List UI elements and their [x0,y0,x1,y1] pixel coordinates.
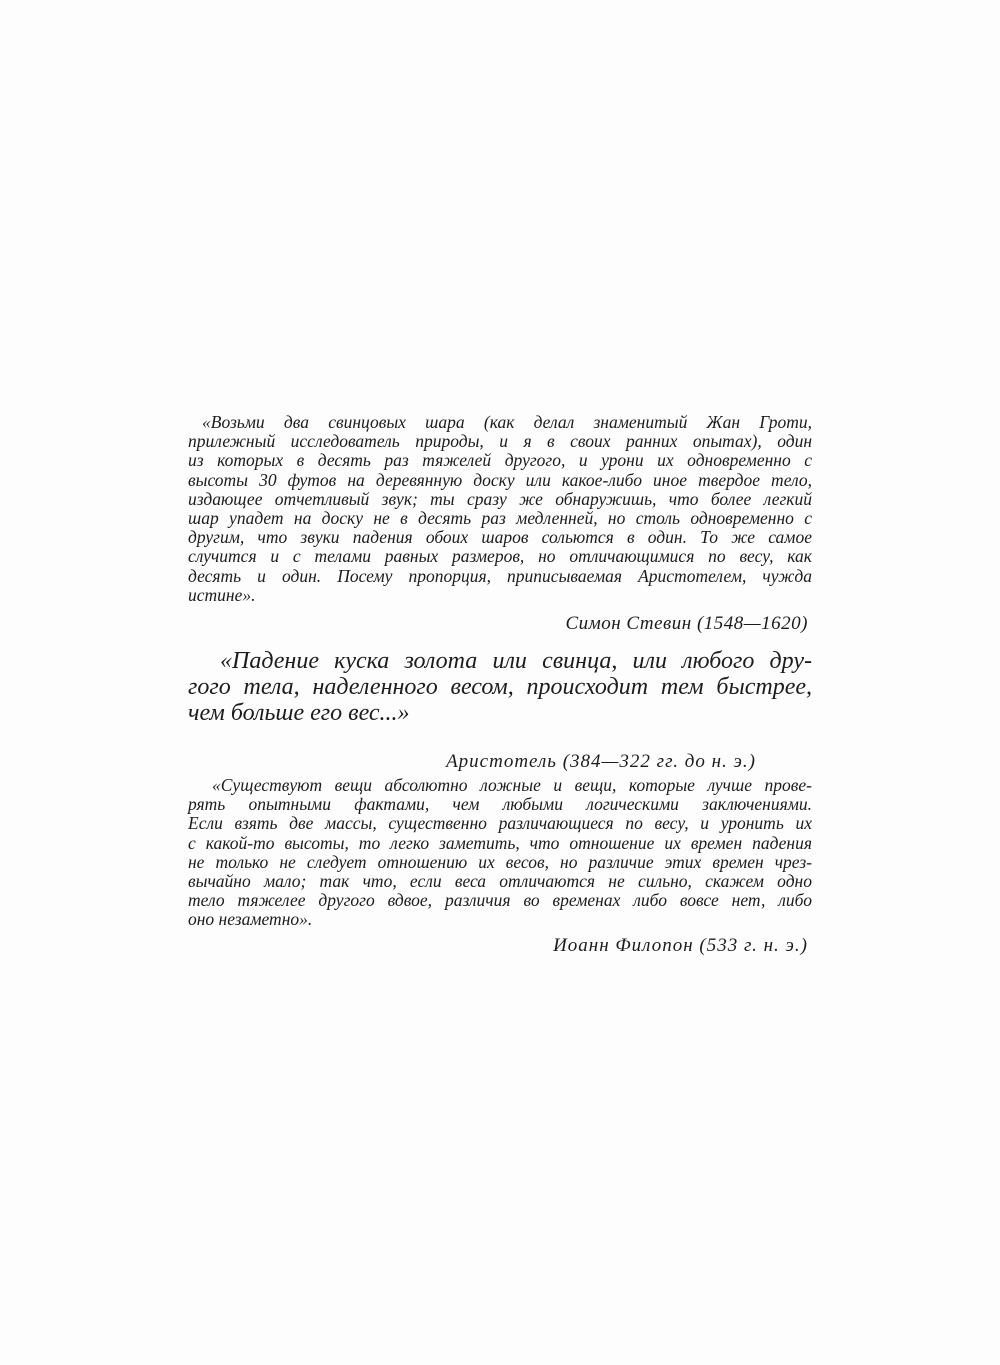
quote-line: шар упадет на доску не в десять раз медленней, но столь одновременно с [188,508,812,529]
quote-line: «Падение куска золота или свинца, или любого дру- [220,648,812,674]
quote-line: чем больше его вес...» [188,700,410,726]
epigraph-quote [188,776,812,930]
epigraph-philoponus [188,776,812,957]
quote-line: «Существуют вещи абсолютно ложные и вещи, которые лучше прове- [212,775,812,795]
quote-line: гого тела, наделенного весом, происходит тем быстрее, [188,674,812,700]
quote-line: прилежный исследователь природы, и я в своих ранних опытах), один [188,431,812,452]
epigraph-author: Аристотель (384—322 гг. до н. э.) [446,751,756,772]
quote-line: с какой-то высоты, то легко заметить, что отношение их времен падения [188,832,812,853]
quote-line: случится и с телами равных размеров, но отличающимися по весу, как [188,546,812,567]
epigraph-aristotle [188,648,812,773]
quote-line: издающее отчетливый звук; ты сразу же обнаружишь, что более легкий [188,488,812,509]
epigraph-author: Иоанн Филопон (533 г. н. э.) [553,934,808,956]
epigraph-quote [188,413,812,605]
quote-line: рять опытными фактами, чем любыми логическими заключениями. [188,794,812,815]
quote-line: высоты 30 футов на деревянную доску или какое-либо иное твердое тело, [188,469,812,490]
quote-line: вычайно мало; так что, если веса отличаются не сильно, скажем одно [188,871,812,892]
epigraph-stevin [188,413,812,635]
quote-line: десять и один. Посему пропорция, приписываемая Аристотелем, чужда [188,565,812,586]
quote-line: не только не следует отношению их весов, но различие этих времен чрез- [188,851,812,872]
quote-line: «Возьми два свинцовых шара (как делал знаменитый Жан Гроти, [202,412,812,432]
quote-line: другим, что звуки падения обоих шаров сольются в один. То же самое [188,527,812,548]
quote-line: истине». [188,584,256,605]
quote-line: Если взять две массы, существенно различающиеся по весу, и уронить их [188,813,812,834]
quote-line: тело тяжелее другого вдвое, различия во временах либо вовсе нет, либо [188,890,812,911]
quote-line: оно незаметно». [188,909,313,930]
epigraph-author: Симон Стевин (1548—1620) [565,613,808,635]
epigraph-quote [188,648,812,726]
quote-line: из которых в десять раз тяжелей другого, и урони их одновременно с [188,450,812,471]
